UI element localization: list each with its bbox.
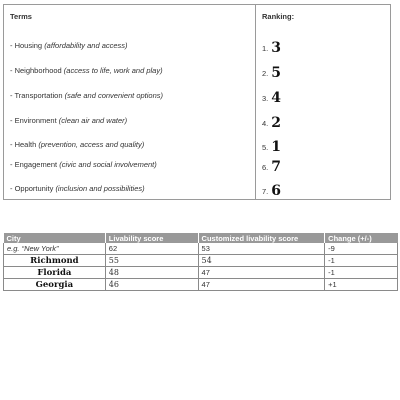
term-row: [10, 116, 127, 125]
city-livability-table: [3, 233, 398, 291]
term-label: - Opportunity: [10, 184, 56, 193]
rank-value: 2: [271, 115, 282, 131]
rank-row: [262, 38, 281, 56]
customized-score: 47: [198, 279, 325, 291]
livability-score: 55: [105, 255, 198, 267]
rank-row: [262, 157, 281, 175]
livability-score: 46: [105, 279, 198, 291]
change-value: -1: [325, 267, 398, 279]
rank-row: [262, 137, 281, 155]
rank-number: 5.: [262, 143, 269, 152]
city-name: Richmond: [4, 255, 106, 267]
rank-value: 6: [271, 183, 282, 199]
term-label: - Environment: [10, 116, 59, 125]
change-value: -1: [325, 255, 398, 267]
term-description: (civic and social involvement): [59, 160, 157, 169]
customized-score-column-header: Customized livability score: [198, 233, 325, 243]
change-value: +1: [325, 279, 398, 291]
rank-row: [262, 63, 281, 81]
terms-ranking-table: [3, 4, 391, 200]
example-row: [4, 243, 398, 255]
term-row: [10, 140, 144, 149]
rank-value: 5: [271, 65, 282, 81]
rank-number: 1.: [262, 44, 269, 53]
customized-score: 54: [198, 255, 325, 267]
city-name: Georgia: [4, 279, 106, 291]
term-row: [10, 66, 163, 75]
term-label: - Transportation: [10, 91, 65, 100]
example-change: -9: [325, 243, 398, 255]
city-name: Florida: [4, 267, 106, 279]
term-label: - Health: [10, 140, 39, 149]
rank-row: [262, 181, 281, 199]
table-row: [4, 279, 398, 291]
term-row: [10, 91, 163, 100]
terms-column: [4, 5, 256, 199]
term-row: [10, 160, 157, 169]
term-description: (inclusion and possibilities): [55, 184, 145, 193]
term-row: [10, 184, 145, 193]
change-column-header: Change (+/-): [325, 233, 398, 243]
table-row: [4, 255, 398, 267]
term-label: - Housing: [10, 41, 45, 50]
rank-value: 1: [271, 139, 282, 155]
rank-number: 7.: [262, 187, 269, 196]
term-label: - Neighborhood: [10, 66, 64, 75]
livability-score: 48: [105, 267, 198, 279]
term-description: (affordability and access): [44, 41, 128, 50]
example-customized-score: 53: [198, 243, 325, 255]
city-column-header: City: [4, 233, 106, 243]
rank-number: 4.: [262, 119, 269, 128]
customized-score: 47: [198, 267, 325, 279]
table-header-row: [4, 233, 398, 243]
example-livability-score: 62: [105, 243, 198, 255]
example-city: e.g. “New York”: [4, 243, 106, 255]
rank-number: 3.: [262, 94, 269, 103]
rank-row: [262, 88, 281, 106]
rank-value: 3: [271, 40, 282, 56]
terms-header: Terms: [10, 12, 32, 21]
rank-row: [262, 113, 281, 131]
rank-value: 7: [271, 159, 282, 175]
rank-number: 2.: [262, 69, 269, 78]
term-label: - Engagement: [10, 160, 60, 169]
table-row: [4, 267, 398, 279]
ranking-header: Ranking:: [262, 12, 295, 21]
term-description: (access to life, work and play): [63, 66, 163, 75]
ranking-column: [256, 5, 390, 199]
term-description: (clean air and water): [58, 116, 128, 125]
term-description: (safe and convenient options): [64, 91, 164, 100]
rank-value: 4: [271, 90, 282, 106]
livability-score-column-header: Livability score: [105, 233, 198, 243]
rank-number: 6.: [262, 163, 269, 172]
term-description: (prevention, access and quality): [38, 140, 145, 149]
term-row: [10, 41, 128, 50]
